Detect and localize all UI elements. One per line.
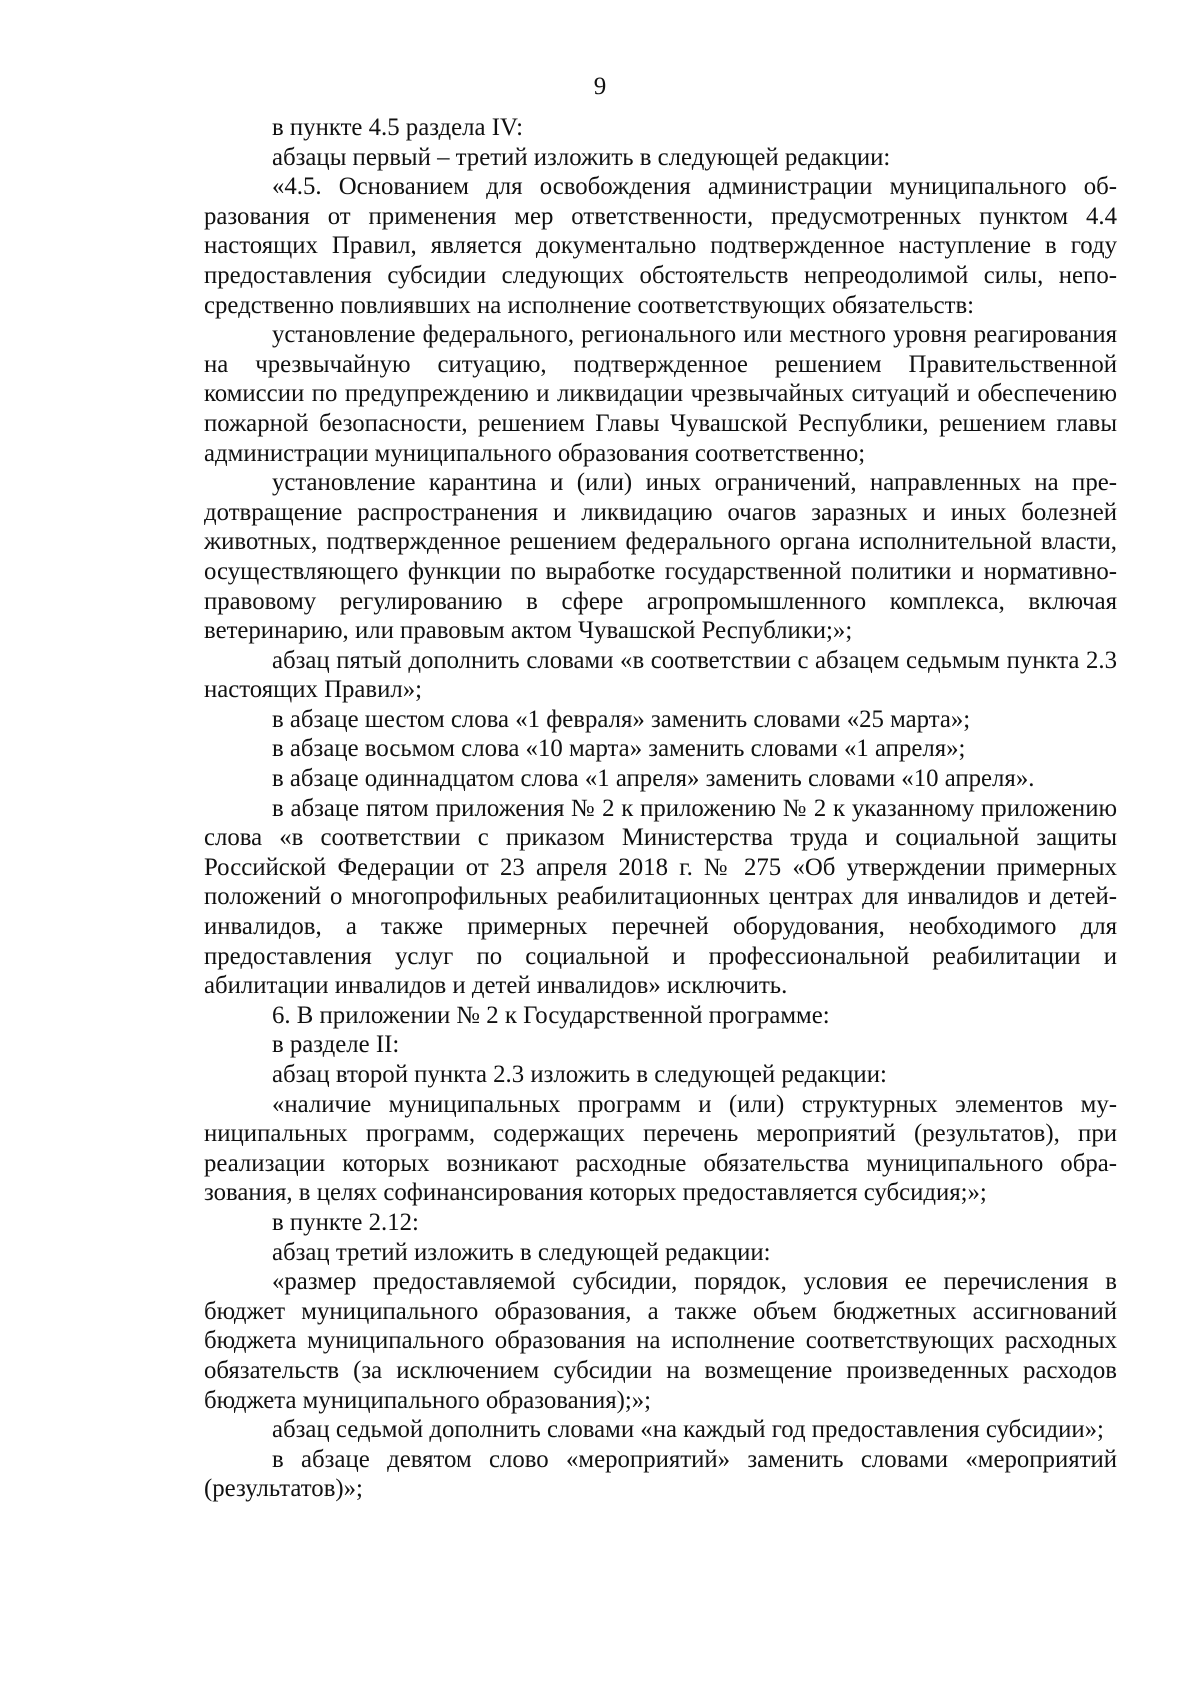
paragraph: в разделе II: [272, 1031, 400, 1059]
paragraph: в пункте 4.5 раздела IV: [272, 114, 523, 141]
paragraph: установление карантина и (или) иных ограничений, направленных на предотвращение распространения и ликвидацию очагов заразных и иных болезней животных, подтвержденное решением федерального органа исполнительной власти, осуществляющего функции по выработке государственной политики и нормативно-правовому регулированию в сфере агропромышленного комплекса, включая ветеринарию, или правовым актом Чувашской Республики;»; [204, 469, 1117, 645]
page-number: 9 [593, 73, 607, 100]
paragraph: в пункте 2.12: [272, 1208, 419, 1236]
paragraph: «размер предоставляемой субсидии, порядок, условия ее перечисления в бюджет муниципального образования, а также объем бюджетных ассигнований бюджета муниципального образования на исполнение соответствующих расходных обязательств (за исключением субсидии на возмещение произведенных расходов бюджета муниципального образования);»; [204, 1268, 1117, 1414]
paragraph: абзац третий изложить в следующей редакции: [272, 1238, 771, 1266]
paragraph: установление федерального, регионального или местного уровня реагирования на чрезвычайную ситуацию, подтвержденное решением Правительственной комиссии по предупреждению и ликвидации чрезвычайных ситуаций и обеспечению пожарной безопасности, решением Главы Чувашской Республики, решением главы администрации муниципального образования соответственно; [204, 321, 1117, 467]
paragraph: абзац второй пункта 2.3 изложить в следующей редакции: [272, 1061, 887, 1088]
paragraph: абзац пятый дополнить словами «в соответствии с абзацем седьмым пункта 2.3 настоящих Правил»; [204, 646, 1117, 704]
paragraph: в абзаце девятом слово «мероприятий» заменить словами «мероприятий (результатов)»; [204, 1445, 1117, 1503]
document-body [204, 113, 1117, 1504]
paragraph: абзацы первый – третий изложить в следующей редакции: [272, 143, 891, 171]
paragraph: в абзаце восьмом слова «10 марта» заменить словами «1 апреля»; [272, 735, 966, 763]
paragraph: «4.5. Основанием для освобождения администрации муниципального образования от применения мер ответственности, предусмотренных пунктом 4.4 настоящих Правил, является документально подтвержденное наступление в году предоставления субсидии следующих обстоятельств непреодолимой силы, непосредственно повлиявших на исполнение соответствующих обязательств: [204, 173, 1117, 319]
paragraph: в абзаце пятом приложения № 2 к приложению № 2 к указанному приложению слова «в соответствии с приказом Министерства труда и социальной защиты Российской Федерации от 23 апреля 2018 г. № 275 «Об утверждении примерных положений о многопрофильных реабилитационных центрах для инвалидов и детей-инвалидов, а также примерных перечней оборудования, необходимого для предоставления услуг по социальной и профессиональной реабилитации и абилитации инвалидов и детей инвалидов» исключить. [204, 794, 1117, 1000]
paragraph: «наличие муниципальных программ и (или) структурных элементов муниципальных программ, содержащих перечень мероприятий (результатов), при реализации которых возникают расходные обязательства муниципального образования, в целях софинансирования которых предоставляется субсидия;»; [204, 1090, 1117, 1207]
paragraph: абзац седьмой дополнить словами «на каждый год предоставления субсидии»; [272, 1416, 1104, 1444]
paragraph: в абзаце шестом слова «1 февраля» заменить словами «25 марта»; [272, 705, 971, 733]
paragraph: 6. В приложении № 2 к Государственной программе: [272, 1001, 830, 1029]
paragraph: в абзаце одиннадцатом слова «1 апреля» заменить словами «10 апреля». [272, 765, 1035, 793]
